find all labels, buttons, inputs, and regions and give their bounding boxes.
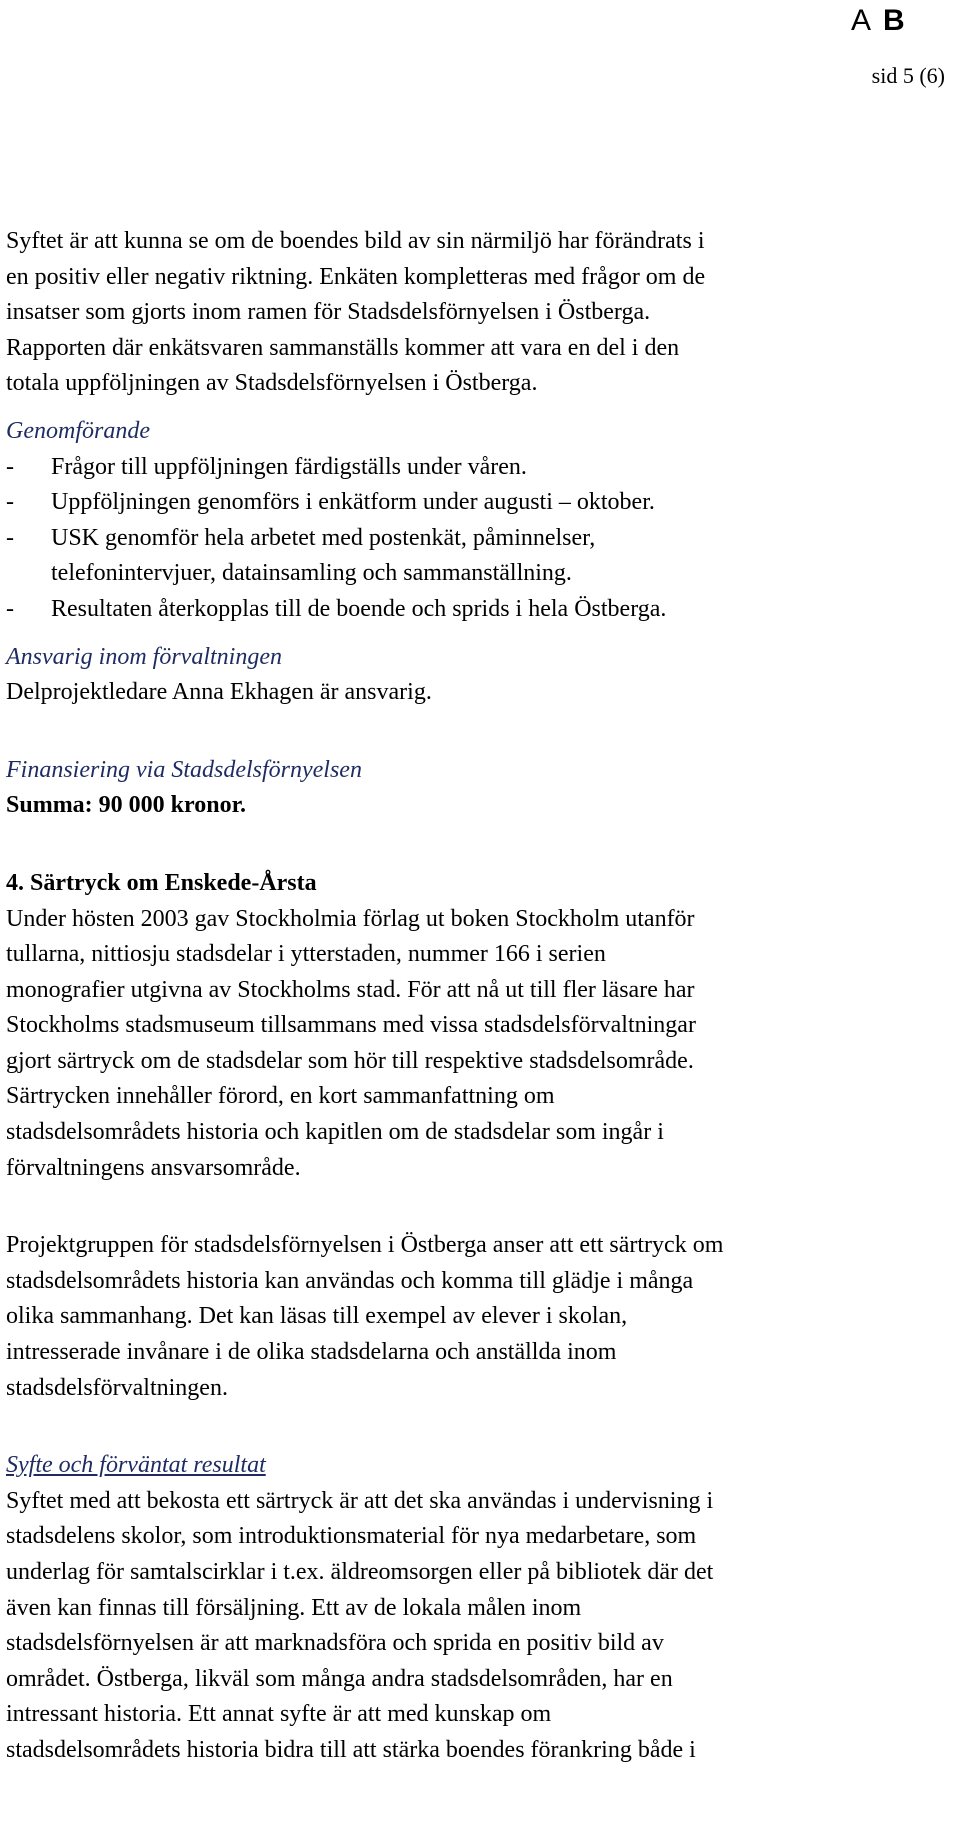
document-body	[6, 224, 956, 1769]
syfte-paragraph	[6, 1484, 956, 1769]
text-line: insatser som gjorts inom ramen för Stadsdelsförnyelsen i Östberga.	[6, 299, 651, 326]
dash-bullet: -	[6, 524, 14, 551]
text-line: tullarna, nittiosju stadsdelar i ytterstaden, nummer 166 i serien	[6, 941, 606, 968]
list-item-text: telefonintervjuer, datainsamling och sammanställning.	[51, 560, 572, 587]
text-line: totala uppföljningen av Stadsdelsförnyelsen i Östberga.	[6, 370, 538, 397]
text-line: monografier utgivna av Stockholms stad. För att nå ut till fler läsare har	[6, 976, 695, 1003]
text-line: stadsdelsområdets historia och kapitlen om de stadsdelar som ingår i	[6, 1119, 664, 1146]
ansvarig-text: Delprojektledare Anna Ekhagen är ansvarig.	[6, 679, 432, 706]
text-line: Syftet med att bekosta ett särtryck är att det ska användas i undervisning i	[6, 1487, 714, 1514]
section-4-heading: 4. Särtryck om Enskede-Årsta	[6, 869, 317, 896]
dash-bullet: -	[6, 489, 14, 516]
list-item-text: USK genomför hela arbetet med postenkät, påminnelser,	[51, 524, 596, 551]
text-line: Under hösten 2003 gav Stockholmia förlag ut boken Stockholm utanför	[6, 905, 695, 932]
syfte-heading: Syfte och förväntat resultat	[6, 1452, 266, 1479]
logo-letter-a: A	[851, 4, 874, 37]
list-item	[6, 485, 956, 521]
text-line: stadsdelsförvaltningen.	[6, 1374, 228, 1401]
text-line: en positiv eller negativ riktning. Enkäten kompletteras med frågor om de	[6, 263, 706, 290]
text-line: Projektgruppen för stadsdelsförnyelsen i Östberga anser att ett särtryck om	[6, 1232, 724, 1259]
text-line: stadsdelsområdets historia bidra till att stärka boendes förankring både i	[6, 1736, 696, 1763]
finansiering-amount: Summa: 90 000 kronor.	[6, 792, 247, 819]
list-item-text: Resultaten återkopplas till de boende och sprids i hela Östberga.	[51, 595, 667, 622]
text-line: Syftet är att kunna se om de boendes bild av sin närmiljö har förändrats i	[6, 228, 705, 254]
text-line: Särtrycken innehåller förord, en kort sammanfattning om	[6, 1083, 555, 1110]
list-item-text: Uppföljningen genomförs i enkätform under augusti – oktober.	[51, 489, 655, 516]
genomforande-list	[6, 450, 956, 628]
text-line: Rapporten där enkätsvaren sammanställs kommer att vara en del i den	[6, 334, 680, 361]
ansvarig-heading: Ansvarig inom förvaltningen	[6, 643, 282, 670]
text-line: även kan finnas till försäljning. Ett av de lokala målen inom	[6, 1594, 582, 1621]
text-line: stadsdelens skolor, som introduktionsmaterial för nya medarbetare, som	[6, 1523, 697, 1550]
company-logo	[851, 4, 907, 38]
page-number: sid 5 (6)	[871, 63, 945, 88]
text-line: intresserade invånare i de olika stadsdelarna och anställda inom	[6, 1339, 617, 1366]
text-line: Stockholms stadsmuseum tillsammans med vissa stadsdelsförvaltningar	[6, 1012, 696, 1039]
text-line: intressant historia. Ett annat syfte är att med kunskap om	[6, 1701, 552, 1728]
text-line: olika sammanhang. Det kan läsas till exempel av elever i skolan,	[6, 1303, 628, 1330]
text-line: gjort särtryck om de stadsdelar som hör till respektive stadsdelsområde.	[6, 1047, 694, 1074]
list-item	[6, 450, 956, 486]
dash-bullet: -	[6, 453, 14, 480]
finansiering-heading: Finansiering via Stadsdelsförnyelsen	[6, 756, 362, 783]
genomforande-heading: Genomförande	[6, 417, 150, 444]
dash-bullet: -	[6, 595, 14, 622]
section-4-paragraph-1	[6, 902, 956, 1187]
text-line: området. Östberga, likväl som många andra stadsdelsområden, har en	[6, 1665, 673, 1692]
section-4-paragraph-2	[6, 1228, 956, 1406]
list-item-text: Frågor till uppföljningen färdigställs under våren.	[51, 453, 527, 480]
list-item	[6, 521, 956, 592]
list-item	[6, 592, 956, 628]
text-line: förvaltningens ansvarsområde.	[6, 1154, 301, 1181]
intro-paragraph	[6, 224, 956, 402]
text-line: underlag för samtalscirklar i t.ex. äldreomsorgen eller på bibliotek där det	[6, 1559, 714, 1585]
text-line: stadsdelsområdets historia kan användas och komma till glädje i många	[6, 1267, 694, 1294]
logo-letter-b: B	[883, 4, 907, 37]
text-line: stadsdelsförnyelsen är att marknadsföra och sprida en positiv bild av	[6, 1630, 664, 1657]
